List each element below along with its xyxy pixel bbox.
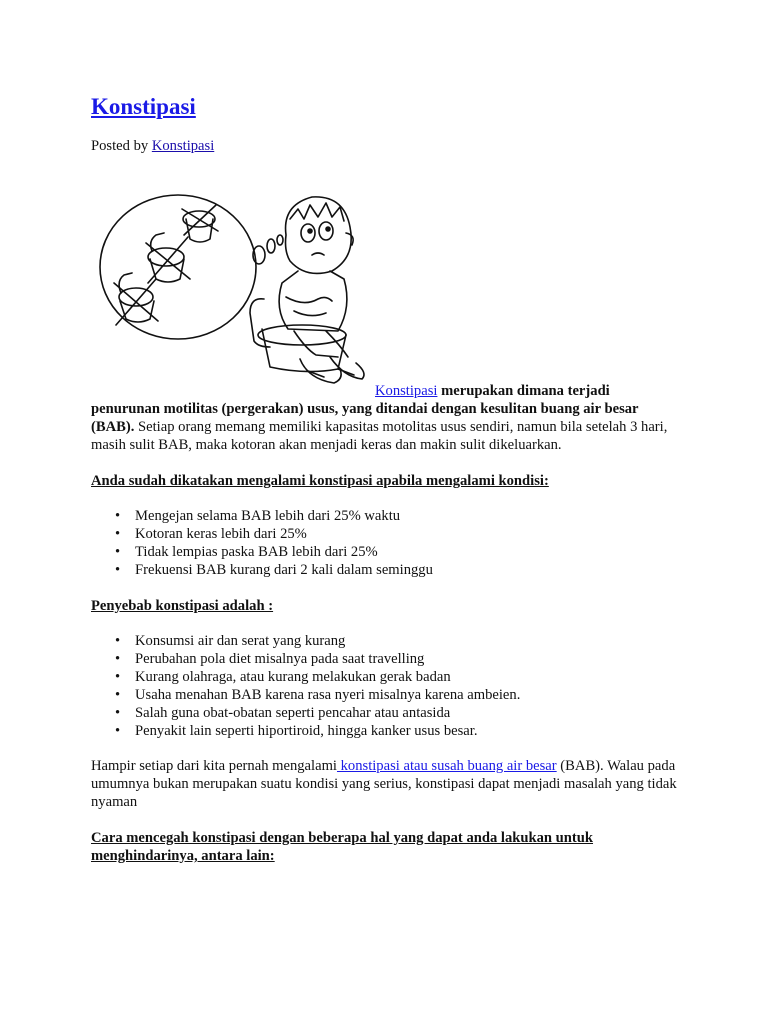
list-item: • Penyakit lain seperti hiportiroid, hingga kanker usus besar.	[91, 722, 681, 740]
summary-text-after: (BAB). Walau pada umumnya bukan merupakan suatu kondisi yang serius, konstipasi dapat menjadi masalah yang tidak nyaman	[91, 758, 677, 810]
summary-text-before: Hampir setiap dari kita pernah mengalami	[91, 758, 337, 774]
toilet-under-boy	[250, 299, 346, 372]
list-item: • Tidak lempias paska BAB lebih dari 25%	[91, 543, 681, 561]
blog-post	[91, 92, 681, 865]
post-byline	[91, 137, 681, 155]
summary-konstipasi-link[interactable]: konstipasi atau susah buang air besar	[336, 758, 557, 774]
post-title	[91, 92, 681, 122]
boy-legs	[294, 331, 364, 383]
list-item: • Konsumsi air dan serat yang kurang	[91, 632, 681, 650]
list-item: • Frekuensi BAB kurang dari 2 kali dalam seminggu	[91, 561, 681, 579]
section-causes-heading: Penyebab konstipasi adalah :	[91, 598, 274, 614]
thought-dot-medium	[267, 239, 275, 253]
constipation-cartoon-image	[94, 179, 369, 389]
intro-paragraph	[91, 382, 681, 454]
posted-by-label: Posted by	[91, 138, 149, 154]
crossed-toilet-top	[182, 205, 218, 242]
section-conditions-heading: Anda sudah dikatakan mengalami konstipasi apabila mengalami kondisi:	[91, 473, 549, 489]
summary-paragraph	[91, 757, 681, 811]
thought-dot-small	[277, 235, 283, 245]
intro-text: Setiap orang memang memiliki kapasitas motolitas usus sendiri, namun bila setelah 3 hari, masih sulit BAB, maka kotoran akan menjadi keras dan makin sulit dikeluarkan.	[91, 419, 668, 453]
list-item: • Perubahan pola diet misalnya pada saat travelling	[91, 650, 681, 668]
boy-body	[279, 271, 347, 331]
crossed-toilet-middle	[146, 233, 190, 283]
conditions-list	[91, 507, 681, 579]
list-item: • Usaha menahan BAB karena rasa nyeri misalnya karena ambeien.	[91, 686, 681, 704]
list-item: • Salah guna obat-obatan seperti pencahar atau antasida	[91, 704, 681, 722]
causes-list	[91, 632, 681, 740]
list-item: • Kotoran keras lebih dari 25%	[91, 525, 681, 543]
intro-konstipasi-link[interactable]: Konstipasi	[375, 383, 438, 399]
boy-head	[286, 197, 354, 274]
crossed-toilet-bottom	[114, 273, 158, 325]
author-link[interactable]: Konstipasi	[151, 138, 215, 154]
list-item: • Mengejan selama BAB lebih dari 25% waktu	[91, 507, 681, 525]
post-title-link[interactable]: Konstipasi	[91, 94, 196, 119]
section-prevention-heading: Cara mencegah konstipasi dengan beberapa hal yang dapat anda lakukan untuk menghindarinya, antara lain:	[91, 830, 594, 864]
list-item: • Kurang olahraga, atau kurang melakukan gerak badan	[91, 668, 681, 686]
intro-bold-definition: merupakan dimana terjadi penurunan motilitas (pergerakan) usus, yang ditandai dengan kesulitan buang air besar (BAB).	[91, 383, 639, 435]
